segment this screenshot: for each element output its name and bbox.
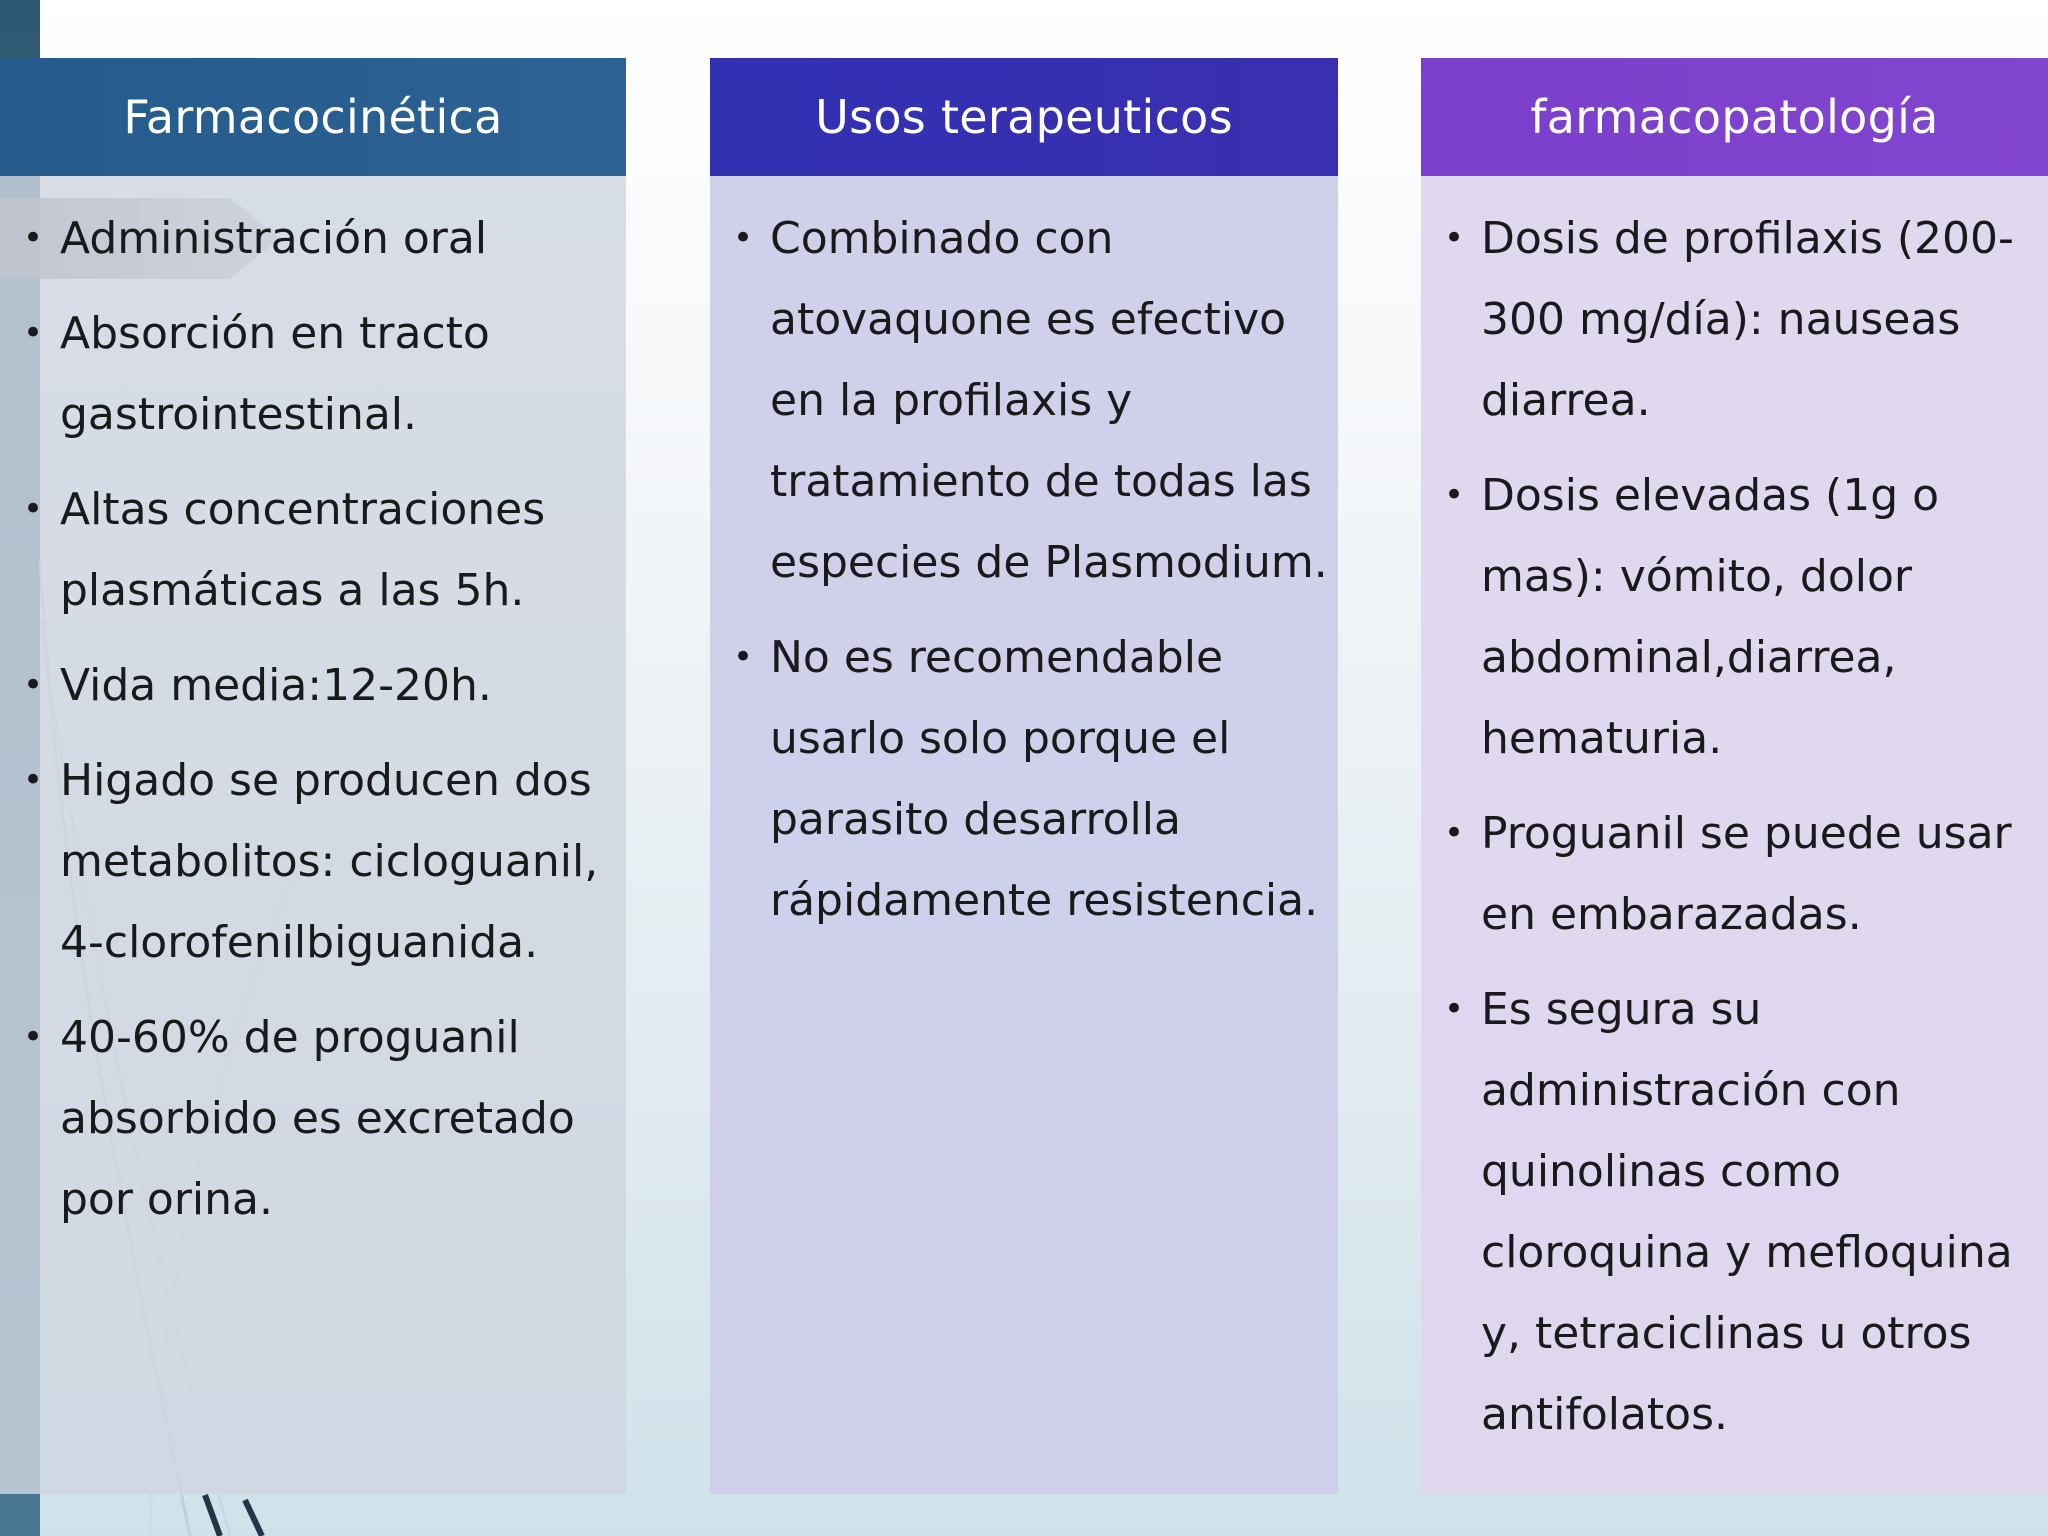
column-body-farmacopatologia [1421,176,2048,1494]
column-body-farmacocinetica [0,176,626,1494]
list-item-text: 40-60% de proguanil absorbido es excretado por orina. [60,1012,575,1225]
list-item-text: Dosis elevadas (1g o mas): vómito, dolor abdominal,diarrea, hematuria. [1481,470,1940,764]
bullet-icon: • [1444,989,1465,1029]
list-item [0,469,626,631]
list-item-text: Proguanil se puede usar en embarazadas. [1481,808,2012,940]
list-item [1421,455,2048,779]
list-item-text: Combinado con atovaquone es efectivo en la profilaxis y tratamiento de todas las especies de Plasmodium. [770,213,1328,588]
list-item-text: Higado se producen dos metabolitos: cicloguanil, 4-clorofenilbiguanida. [60,755,599,968]
list-item-text: Es segura su administración con quinolinas como cloroquina y mefloquina y, tetraciclinas u otros antifolatos. [1481,984,2013,1440]
bullet-icon: • [733,637,754,677]
bullet-icon: • [23,489,44,529]
column-header-usos-terapeuticos: Usos terapeuticos [710,58,1338,176]
bullet-list-farmacocinetica [0,198,626,1240]
list-item [0,997,626,1240]
bullet-icon: • [23,760,44,800]
list-item [0,198,626,279]
list-item-text: Vida media:12-20h. [60,660,492,711]
column-farmacopatologia [1421,58,2048,1494]
bullet-list-usos-terapeuticos [710,198,1338,941]
bullet-icon: • [23,218,44,258]
list-item [1421,969,2048,1455]
bullet-icon: • [23,313,44,353]
bullet-icon: • [1444,475,1465,515]
list-item-text: Altas concentraciones plasmáticas a las 5h. [60,484,546,616]
list-item-text: Administración oral [60,213,488,264]
bullet-icon: • [1444,813,1465,853]
list-item-text: No es recomendable usarlo solo porque el parasito desarrolla rápidamente resistencia. [770,632,1319,926]
column-header-farmacopatologia: farmacopatología [1421,58,2048,176]
column-farmacocinetica [0,58,626,1494]
list-item [1421,198,2048,441]
list-item-text: Absorción en tracto gastrointestinal. [60,308,490,440]
list-item [0,740,626,983]
bullet-icon: • [733,218,754,258]
column-body-usos-terapeuticos [710,176,1338,1494]
column-header-farmacocinetica: Farmacocinética [0,58,626,176]
list-item-text: Dosis de profilaxis (200-300 mg/día): nauseas diarrea. [1481,213,2014,426]
bullet-icon: • [23,665,44,705]
list-item [710,198,1338,603]
list-item [710,617,1338,941]
bullet-icon: • [23,1017,44,1057]
list-item [1421,793,2048,955]
column-usos-terapeuticos [710,58,1338,1494]
bullet-icon: • [1444,218,1465,258]
list-item [0,645,626,726]
list-item [0,293,626,455]
bullet-list-farmacopatologia [1421,198,2048,1455]
